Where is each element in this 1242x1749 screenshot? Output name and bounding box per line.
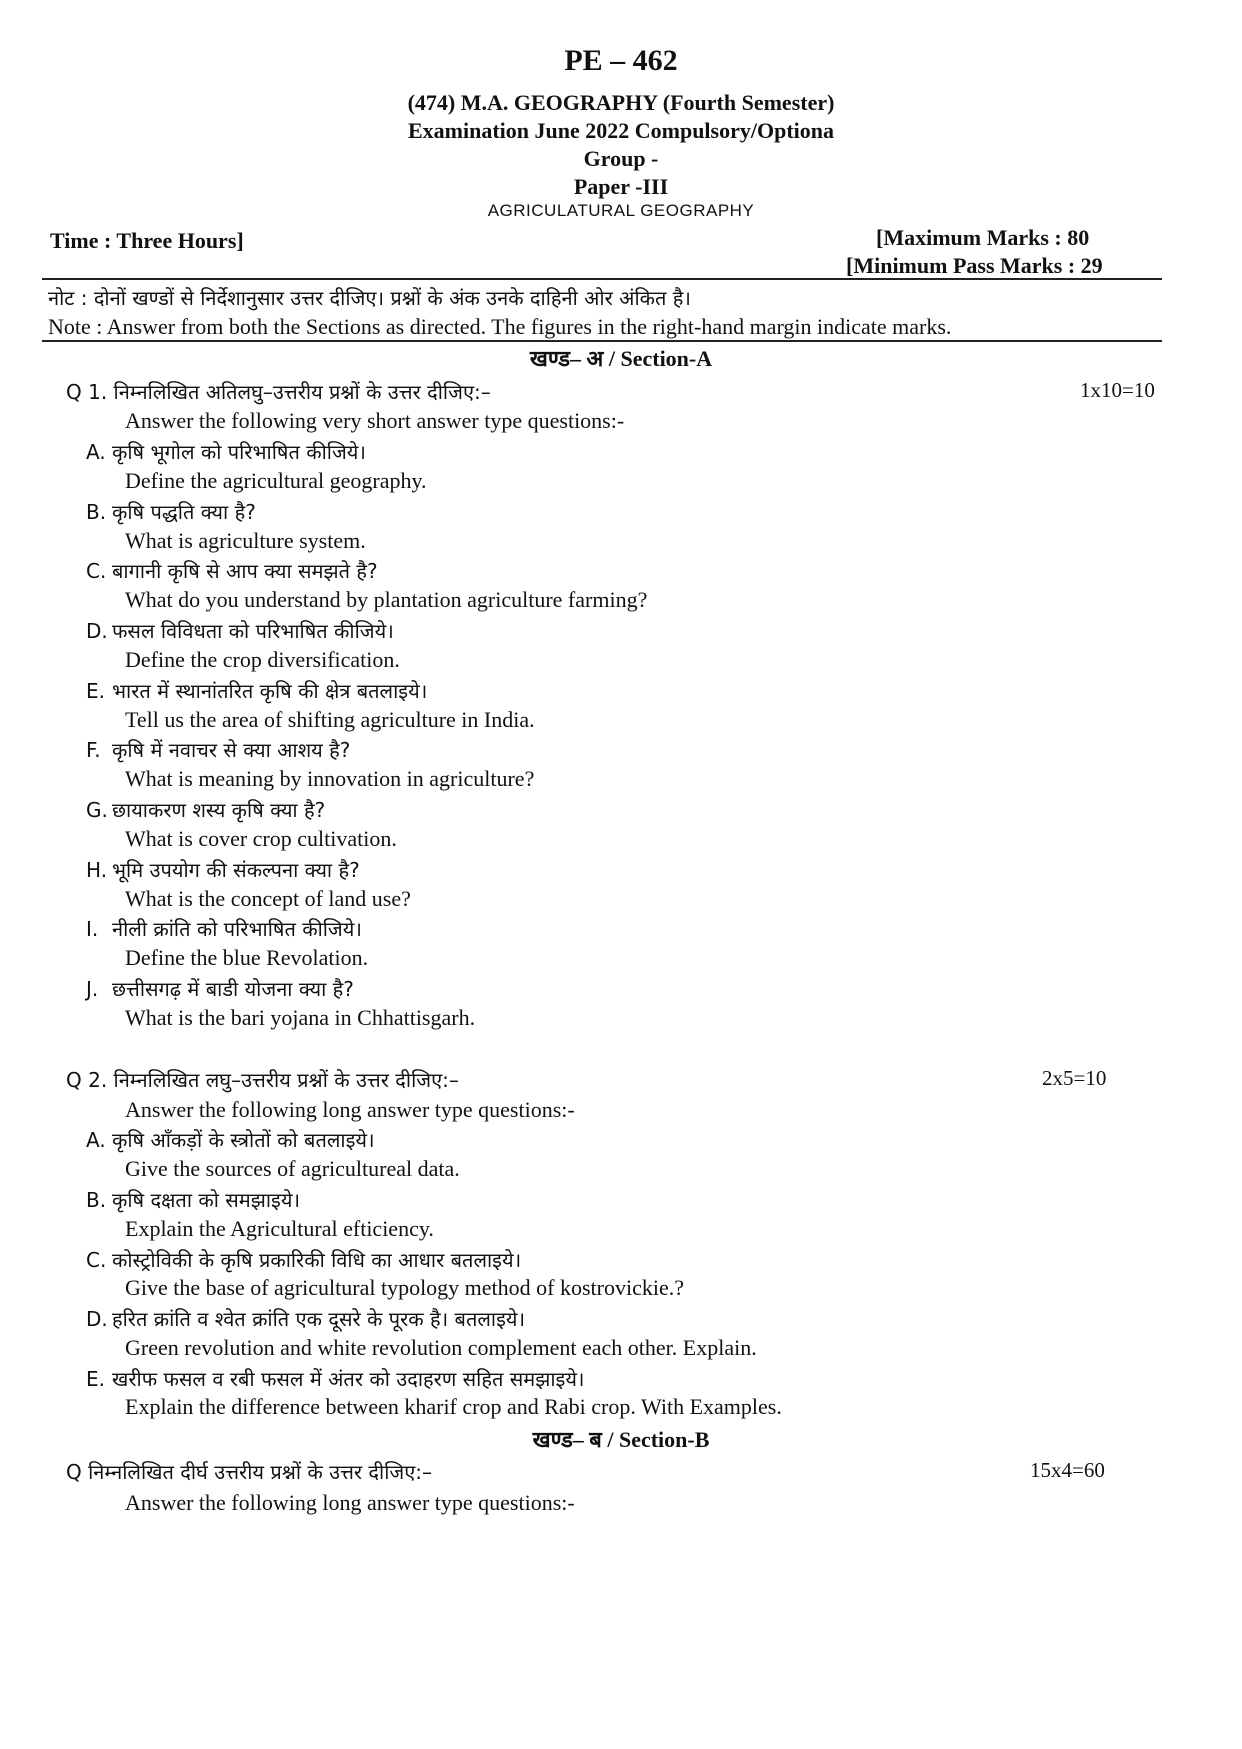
q1-label-english: Answer the following very short answer type questions:- [125, 408, 625, 433]
q2-item-hindi: C. कोस्ट्रोविकी के कृषि प्रकारिकी विधि का आधार बतलाइये। [86, 1248, 522, 1272]
q2-item-english: Give the sources of agricultureal data. [125, 1156, 460, 1181]
q1-item-hindi: I. नीली क्रांति को परिभाषित कीजिये। [86, 917, 362, 941]
max-marks: [Maximum Marks : 80 [876, 225, 1090, 250]
q1-item-english: Define the blue Revolation. [125, 945, 369, 970]
q1-item-english: Tell us the area of shifting agriculture in India. [125, 707, 535, 732]
q1-item-hindi: G. छायाकरण शस्य कृषि क्या है? [86, 798, 326, 822]
q1-marks: 1x10=10 [1080, 378, 1155, 402]
group-label: Group - [583, 146, 659, 171]
q2-item-hindi: D. हरित क्रांति व श्वेत क्रांति एक दूसरे के पूरक है। बतलाइये। [86, 1307, 526, 1331]
course-title: (474) M.A. GEOGRAPHY (Fourth Semester) [407, 90, 835, 115]
subject-title: AGRICULATURAL GEOGRAPHY [487, 201, 755, 220]
q2-item-english: Explain the difference between kharif crop and Rabi crop. With Examples. [125, 1394, 782, 1419]
q1-item-hindi: H. भूमि उपयोग की संकल्पना क्या है? [86, 858, 360, 882]
paper-label: Paper -III [573, 174, 669, 199]
section-b-title: खण्ड– ब / Section-B [532, 1427, 710, 1452]
q2-item-hindi: E. खरीफ फसल व रबी फसल में अंतर को उदाहरण सहित समझाइये। [86, 1367, 585, 1391]
q2-label-hindi: Q 2. निम्नलिखित लघु–उत्तरीय प्रश्नों के उत्तर दीजिए:– [66, 1068, 459, 1092]
q1-label-hindi: Q 1. निम्नलिखित अतिलघु–उत्तरीय प्रश्नों के उत्तर दीजिए:– [66, 380, 491, 404]
q1-item-english: What is agriculture system. [125, 528, 366, 553]
q2-item-english: Explain the Agricultural efticiency. [125, 1216, 434, 1241]
q1-item-english: What is cover crop cultivation. [125, 826, 397, 851]
paper-code: PE – 462 [564, 44, 678, 77]
section-b-q-label-english: Answer the following long answer type questions:- [125, 1490, 575, 1515]
q1-item-hindi: E. भारत में स्थानांतरित कृषि की क्षेत्र बतलाइये। [86, 679, 428, 703]
q2-item-english: Green revolution and white revolution complement each other. Explain. [125, 1335, 757, 1360]
q1-item-english: What is meaning by innovation in agriculture? [125, 766, 535, 791]
q2-item-hindi: A. कृषि आँकड़ों के स्त्रोतों को बतलाइये। [86, 1128, 375, 1152]
exam-title: Examination June 2022 Compulsory/Optiona [407, 118, 834, 143]
q1-item-english: Define the crop diversification. [125, 647, 400, 672]
q1-item-english: What is the bari yojana in Chhattisgarh. [125, 1005, 476, 1030]
q1-item-hindi: J. छत्तीसगढ़ में बाडी योजना क्या है? [86, 977, 354, 1001]
time-label: Time : Three Hours] [50, 228, 244, 253]
notes-divider [42, 340, 1162, 342]
note-english: Note : Answer from both the Sections as directed. The figures in the right-hand margin indicate marks. [48, 314, 952, 339]
section-b-marks: 15x4=60 [1030, 1458, 1105, 1482]
q1-item-english: Define the agricultural geography. [125, 468, 427, 493]
section-b-q-label-hindi: Q निम्नलिखित दीर्घ उत्तरीय प्रश्नों के उत्तर दीजिए:– [66, 1460, 433, 1484]
q1-item-hindi: B. कृषि पद्धति क्या है? [86, 500, 256, 524]
q1-item-hindi: D. फसल विविधता को परिभाषित कीजिये। [86, 619, 394, 643]
section-a-title: खण्ड– अ / Section-A [529, 346, 713, 371]
note-hindi: नोट : दोनों खण्डों से निर्देशानुसार उत्तर दीजिए। प्रश्नों के अंक उनके दाहिनी ओर अंकित है। [48, 286, 691, 310]
q1-item-english: What is the concept of land use? [125, 886, 411, 911]
header-divider [42, 278, 1162, 280]
q2-item-hindi: B. कृषि दक्षता को समझाइये। [86, 1188, 301, 1212]
q2-marks: 2x5=10 [1042, 1066, 1107, 1090]
min-pass-marks: [Minimum Pass Marks : 29 [846, 253, 1103, 278]
q1-item-hindi: C. बागानी कृषि से आप क्या समझते है? [86, 559, 378, 583]
q1-item-hindi: A. कृषि भूगोल को परिभाषित कीजिये। [86, 440, 366, 464]
q1-item-hindi: F. कृषि में नवाचर से क्या आशय है? [86, 738, 351, 762]
q1-item-english: What do you understand by plantation agriculture farming? [125, 587, 648, 612]
q2-item-english: Give the base of agricultural typology method of kostrovickie.? [125, 1275, 685, 1300]
q2-label-english: Answer the following long answer type questions:- [125, 1097, 575, 1122]
